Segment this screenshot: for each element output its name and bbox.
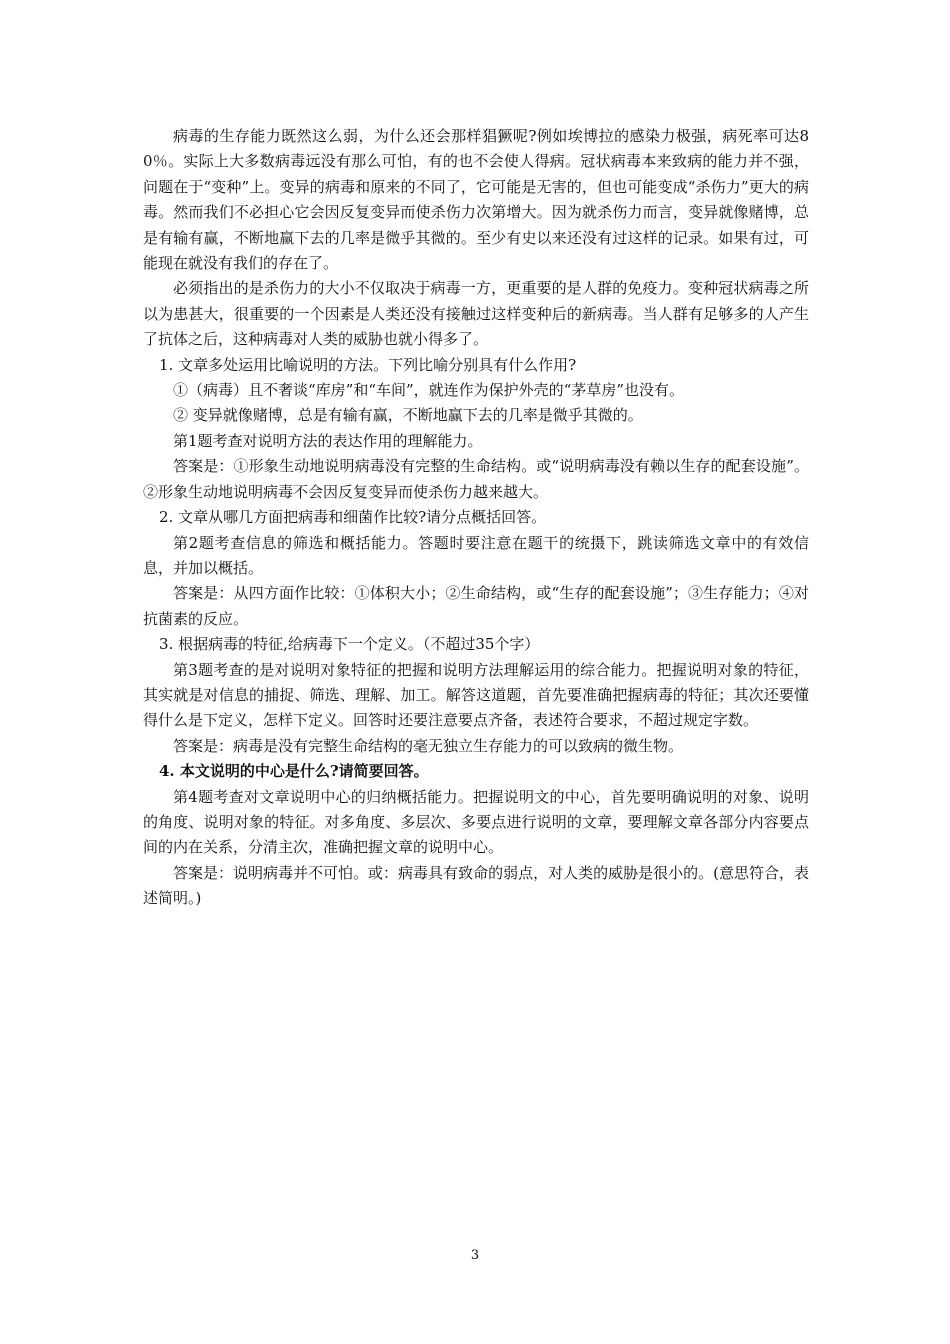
question-1-answer: 答案是：①形象生动地说明病毒没有完整的生命结构。或“说明病毒没有赖以生存的配套设施”。②形象生动地说明病毒不会因反复变异而使杀伤力越来越大。 bbox=[143, 457, 809, 501]
question-3-answer: 答案是：病毒是没有完整生命结构的毫无独立生存能力的可以致病的微生物。 bbox=[173, 736, 684, 755]
question-1-analysis: 第1题考查对说明方法的表达作用的理解能力。 bbox=[173, 431, 483, 450]
body-paragraph-1: 病毒的生存能力既然这么弱，为什么还会那样猖獗呢?例如埃博拉的感染力极强，病死率可达80％。实际上大多数病毒远没有那么可怕，有的也不会使人得病。冠状病毒本来致病的能力并不强，问题在于“变种”上。变异的病毒和原来的不同了，它可能是无害的，但也可能变成“杀伤力”更大的病毒。然而我们不必担心它会因反复变异而使杀伤力次第增大。因为就杀伤力而言，变异就像赌博，总是有输有赢，不断地赢下去的几率是微乎其微的。至少有史以来还没有过这样的记录。如果有过，可能现在就没有我们的存在了。 bbox=[143, 127, 809, 273]
question-3-analysis: 第3题考查的是对说明对象特征的把握和说明方法理解运用的综合能力。把握说明对象的特征，其实就是对信息的捕捉、筛选、理解、加工。解答这道题，首先要准确把握病毒的特征；其次还要懂得什么是下定义，怎样下定义。回答时还要注意要点齐备，表述符合要求，不超过规定字数。 bbox=[143, 660, 809, 730]
page-number: 3 bbox=[470, 1248, 480, 1263]
question-4-analysis: 第4题考查对文章说明中心的归纳概括能力。把握说明文的中心，首先要明确说明的对象、说明的角度、说明对象的特征。对多角度、多层次、多要点进行说明的文章，要理解文章各部分内容要点间的内在关系，分清主次，准确把握文章的说明中心。 bbox=[143, 787, 809, 857]
question-2: 2. 文章从哪几方面把病毒和细菌作比较?请分点概括回答。 bbox=[159, 508, 547, 527]
question-4-answer: 答案是：说明病毒并不可怕。或：病毒具有致命的弱点，对人类的威胁是很小的。(意思符合，表述简明。) bbox=[143, 863, 809, 908]
question-1: 1. 文章多处运用比喻说明的方法。下列比喻分别具有什么作用? bbox=[159, 355, 577, 374]
question-4: 4. 本文说明的中心是什么?请简要回答。 bbox=[159, 762, 429, 781]
document-body bbox=[143, 124, 809, 912]
question-3: 3. 根据病毒的特征,给病毒下一个定义。（不超过35个字） bbox=[159, 635, 540, 654]
body-paragraph-2: 必须指出的是杀伤力的大小不仅取决于病毒一方，更重要的是人群的免疫力。变种冠状病毒之所以为患甚大，很重要的一个因素是人类还没有接触过这样变种后的新病毒。当人群有足够多的人产生了抗体之后，这种病毒对人类的威胁也就小得多了。 bbox=[143, 279, 809, 349]
question-1-item-1: ①（病毒）且不奢谈“库房”和“车间”，就连作为保护外壳的“茅草房”也没有。 bbox=[173, 381, 685, 400]
question-2-answer: 答案是：从四方面作比较：①体积大小；②生命结构，或“生存的配套设施”；③生存能力；④对抗菌素的反应。 bbox=[143, 584, 809, 628]
question-2-analysis: 第2题考查信息的筛选和概括能力。答题时要注意在题干的统摄下，跳读筛选文章中的有效信息，并加以概括。 bbox=[143, 533, 809, 577]
question-1-item-2: ② 变异就像赌博，总是有输有赢，不断地赢下去的几率是微乎其微的。 bbox=[173, 406, 643, 425]
